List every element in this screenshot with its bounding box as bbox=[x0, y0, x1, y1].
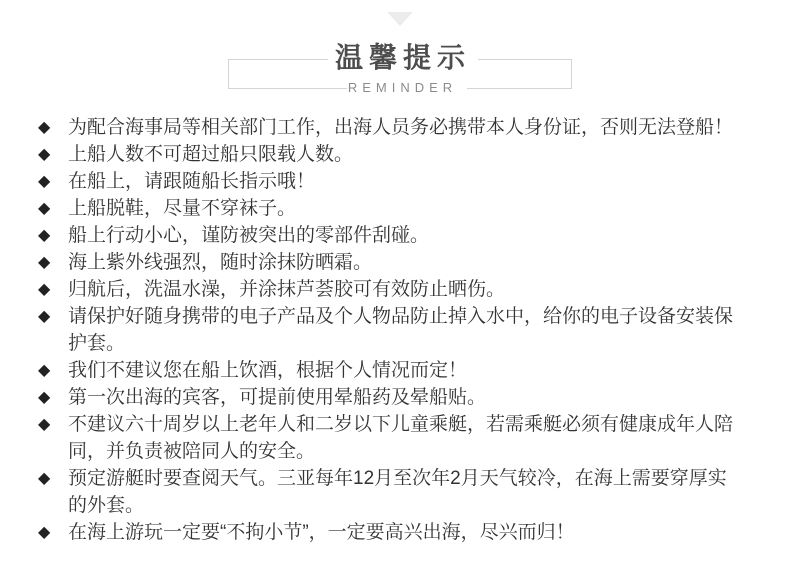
list-item bbox=[38, 195, 800, 222]
list-item-text: 海上紫外线强烈，随时涂抹防晒霜。 bbox=[68, 252, 373, 273]
list-item bbox=[38, 411, 800, 465]
diamond-bullet-icon: ◆ bbox=[38, 200, 51, 217]
diamond-bullet-icon: ◆ bbox=[38, 416, 51, 433]
diamond-bullet-icon: ◆ bbox=[38, 119, 51, 136]
diamond-bullet-icon: ◆ bbox=[38, 173, 51, 190]
list-item bbox=[38, 249, 800, 276]
list-item-text: 在海上游玩一定要“不拘小节”，一定要高兴出海，尽兴而归！ bbox=[68, 522, 575, 543]
list-item-text: 不建议六十周岁以上老年人和二岁以下儿童乘艇，若需乘艇必须有健康成年人陪同，并负责被陪同人的安全。 bbox=[68, 414, 734, 462]
diamond-bullet-icon: ◆ bbox=[38, 308, 51, 325]
list-item-text: 请保护好随身携带的电子产品及个人物品防止掉入水中，给你的电子设备安装保护套。 bbox=[68, 306, 734, 354]
list-item bbox=[38, 114, 800, 141]
down-triangle-icon bbox=[387, 12, 413, 26]
diamond-bullet-icon: ◆ bbox=[38, 146, 51, 163]
list-item bbox=[38, 519, 800, 546]
list-item bbox=[38, 141, 800, 168]
diamond-bullet-icon: ◆ bbox=[38, 524, 51, 541]
list-item-text: 上船脱鞋，尽量不穿袜子。 bbox=[68, 198, 297, 219]
list-item bbox=[38, 357, 800, 384]
list-item bbox=[38, 168, 800, 195]
list-item-text: 为配合海事局等相关部门工作，出海人员务必携带本人身份证，否则无法登船！ bbox=[68, 117, 734, 138]
diamond-bullet-icon: ◆ bbox=[38, 389, 51, 406]
page-title: 温馨提示 bbox=[334, 42, 471, 73]
diamond-bullet-icon: ◆ bbox=[38, 470, 51, 487]
diamond-bullet-icon: ◆ bbox=[38, 362, 51, 379]
list-item-text: 船上行动小心，谨防被突出的零部件刮碰。 bbox=[68, 225, 430, 246]
list-item-text: 归航后，洗温水澡，并涂抹芦荟胶可有效防止晒伤。 bbox=[68, 279, 506, 300]
list-item bbox=[38, 276, 800, 303]
reminder-list bbox=[38, 114, 800, 546]
list-item bbox=[38, 303, 800, 357]
diamond-bullet-icon: ◆ bbox=[38, 227, 51, 244]
diamond-bullet-icon: ◆ bbox=[38, 281, 51, 298]
list-item-text: 上船人数不可超过船只限载人数。 bbox=[68, 144, 354, 165]
list-item-text: 第一次出海的宾客，可提前使用晕船药及晕船贴。 bbox=[68, 387, 487, 408]
list-item bbox=[38, 384, 800, 411]
list-item-text: 在船上，请跟随船长指示哦！ bbox=[68, 171, 316, 192]
reminder-notice-page bbox=[0, 12, 800, 583]
list-item-text: 我们不建议您在船上饮酒，根据个人情况而定！ bbox=[68, 360, 468, 381]
list-item bbox=[38, 465, 800, 519]
list-item-text: 预定游艇时要查阅天气。三亚每年12月至次年2月天气较冷，在海上需要穿厚实的外套。 bbox=[68, 468, 727, 516]
diamond-bullet-icon: ◆ bbox=[38, 254, 51, 271]
list-item bbox=[38, 222, 800, 249]
title-block bbox=[228, 44, 572, 100]
page-subtitle: REMINDER bbox=[347, 80, 458, 95]
